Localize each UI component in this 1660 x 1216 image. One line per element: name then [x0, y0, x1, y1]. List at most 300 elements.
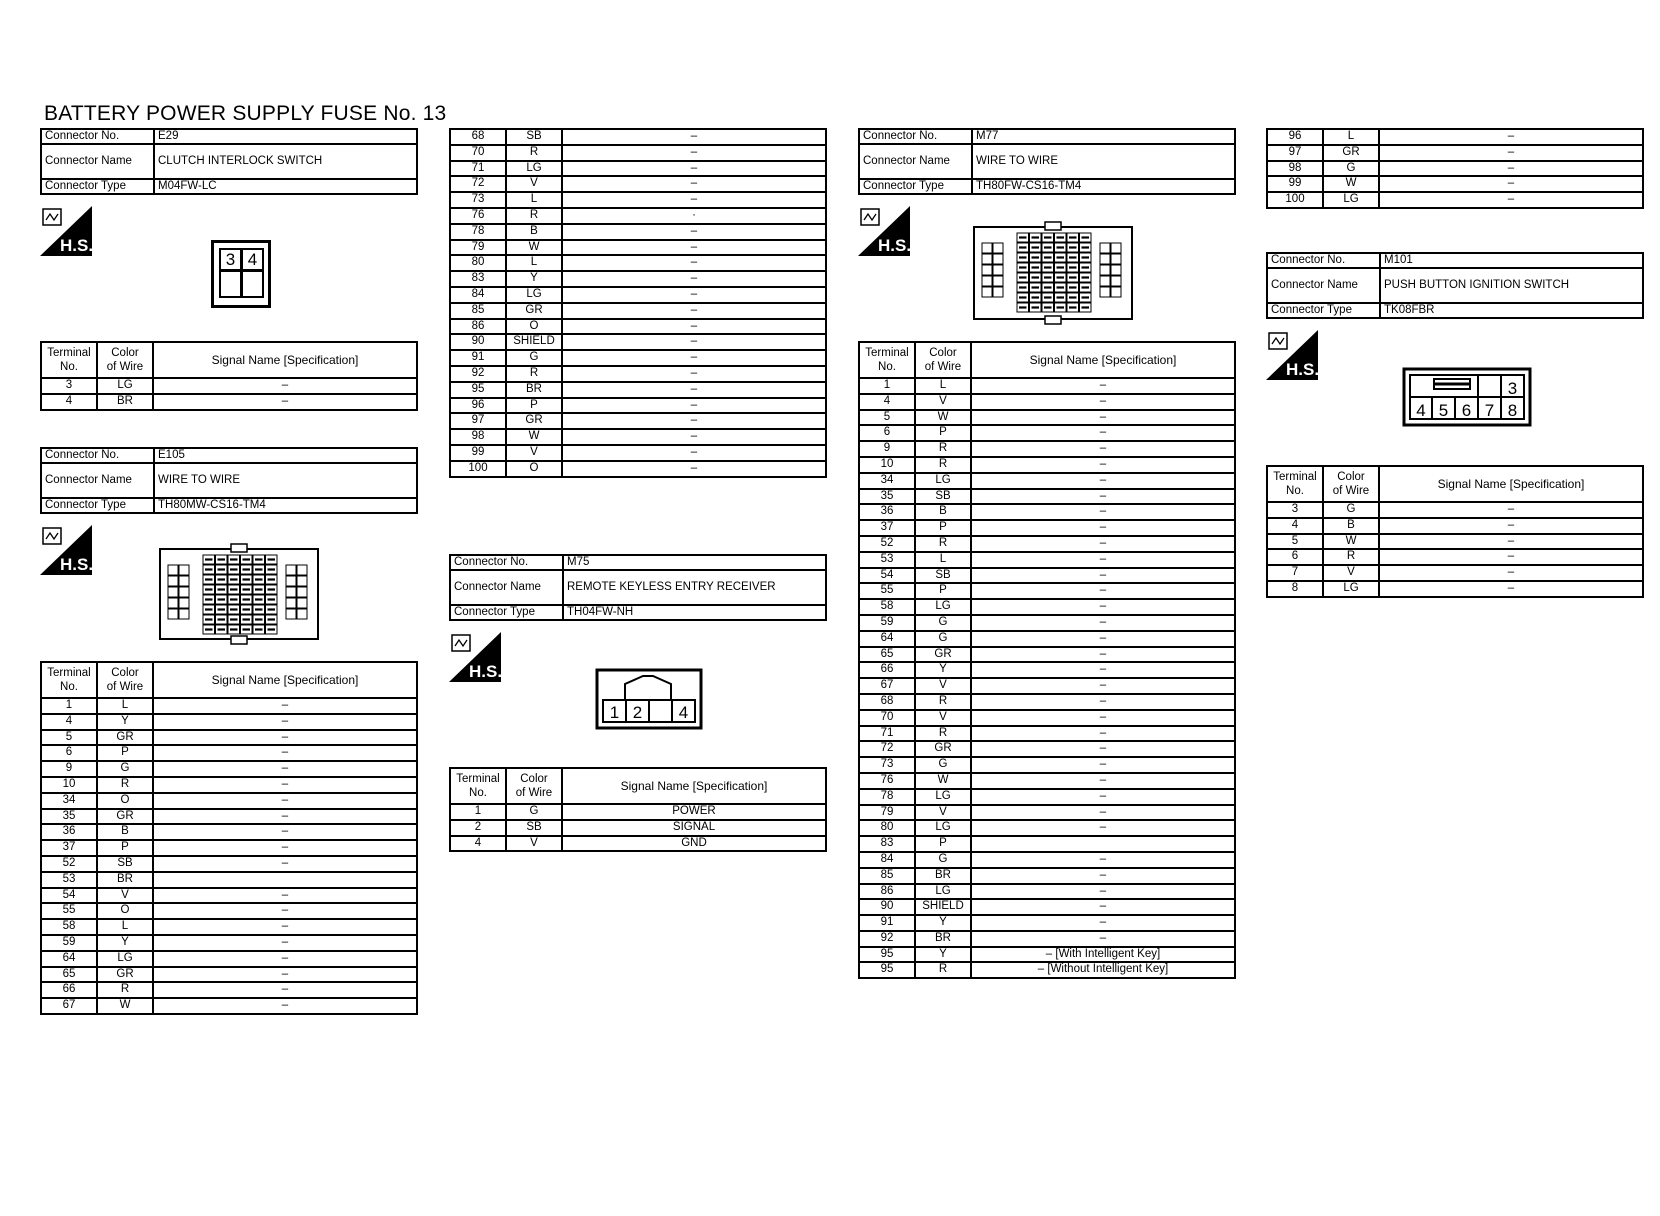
wire-color-cell: BR — [97, 872, 153, 888]
wire-color-cell: SB — [915, 568, 971, 584]
table-row — [450, 350, 826, 366]
table-row — [1267, 581, 1643, 597]
terminal-no-cell: 78 — [859, 789, 915, 805]
table-row — [859, 583, 1235, 599]
table-row — [41, 998, 417, 1014]
wire-color-cell: O — [97, 903, 153, 919]
signal-name-cell: – — [971, 694, 1235, 710]
table-row — [859, 520, 1235, 536]
e105-terminal-table — [40, 661, 418, 1015]
signal-name-cell: – — [971, 789, 1235, 805]
wire-color-cell: BR — [915, 868, 971, 884]
wire-color-cell: LG — [506, 161, 562, 177]
table-row — [859, 457, 1235, 473]
wire-color-cell: P — [915, 520, 971, 536]
signal-name-cell: – — [971, 757, 1235, 773]
wire-color-cell: GR — [97, 967, 153, 983]
signal-name-header: Signal Name [Specification] — [153, 662, 417, 698]
table-row — [450, 319, 826, 335]
signal-name-cell: – — [1379, 502, 1643, 518]
table-row — [859, 741, 1235, 757]
table-row — [41, 777, 417, 793]
signal-name-cell: – — [153, 824, 417, 840]
terminal-no-cell: 4 — [1267, 518, 1323, 534]
table-row — [1267, 534, 1643, 550]
connector-m77-info — [858, 128, 1236, 195]
signal-name-cell: – — [971, 520, 1235, 536]
terminal-no-cell: 52 — [41, 856, 97, 872]
color-of-wire-header: Color of Wire — [1323, 466, 1379, 502]
connector-type-label: Connector Type — [450, 605, 563, 620]
wire-color-cell: O — [97, 793, 153, 809]
table-row — [450, 255, 826, 271]
page-title: BATTERY POWER SUPPLY FUSE No. 13 — [44, 102, 447, 125]
m101-pin: 3 — [1507, 379, 1518, 398]
terminal-no-cell: 67 — [859, 678, 915, 694]
terminal-no-cell: 67 — [41, 998, 97, 1014]
m101-connector-face — [1402, 367, 1532, 427]
table-row — [450, 192, 826, 208]
terminal-no-cell: 5 — [1267, 534, 1323, 550]
color-of-wire-header: Color of Wire — [97, 662, 153, 698]
signal-name-cell: – — [1379, 192, 1643, 208]
table-row — [859, 425, 1235, 441]
signal-name-cell: – — [971, 489, 1235, 505]
connector-m75-info — [449, 554, 827, 621]
wire-color-cell: G — [915, 615, 971, 631]
wire-color-cell: P — [506, 398, 562, 414]
signal-name-cell: – — [1379, 534, 1643, 550]
signal-name-cell: – — [562, 350, 826, 366]
wire-color-cell: BR — [915, 931, 971, 947]
svg-text:H.S.: H.S. — [60, 236, 92, 255]
signal-name-cell: – — [971, 552, 1235, 568]
terminal-no-cell: 84 — [450, 287, 506, 303]
signal-name-cell: – [Without Intelligent Key] — [971, 962, 1235, 978]
signal-name-cell: – — [562, 382, 826, 398]
signal-name-cell: – — [971, 805, 1235, 821]
wire-color-cell: GR — [915, 741, 971, 757]
signal-name-cell: – — [971, 599, 1235, 615]
connector-type-value: TH80MW-CS16-TM4 — [154, 498, 417, 513]
signal-name-cell: – — [971, 931, 1235, 947]
terminal-no-cell: 98 — [1267, 161, 1323, 177]
signal-name-cell: – — [562, 461, 826, 477]
signal-name-cell: – — [562, 319, 826, 335]
table-row — [859, 852, 1235, 868]
signal-name-cell: – — [562, 240, 826, 256]
hs-icon — [40, 525, 92, 575]
terminal-no-cell: 54 — [859, 568, 915, 584]
signal-name-cell: – — [153, 903, 417, 919]
connector-no-value: E105 — [154, 448, 417, 463]
signal-name-cell: – — [971, 868, 1235, 884]
signal-name-cell: – — [153, 777, 417, 793]
wire-color-cell: GR — [506, 303, 562, 319]
table-row — [450, 334, 826, 350]
signal-name-cell: – — [971, 536, 1235, 552]
terminal-no-header: Terminal No. — [41, 662, 97, 698]
terminal-no-cell: 7 — [1267, 565, 1323, 581]
connector-no-label: Connector No. — [41, 448, 154, 463]
wire-color-cell: LG — [1323, 192, 1379, 208]
wire-color-cell: GR — [97, 730, 153, 746]
table-row — [1267, 502, 1643, 518]
table-row — [41, 919, 417, 935]
m77-terminal-table — [858, 341, 1236, 979]
signal-name-cell: – — [153, 998, 417, 1014]
connector-no-value: M101 — [1380, 253, 1643, 268]
terminal-no-cell: 73 — [859, 757, 915, 773]
table-row — [41, 745, 417, 761]
terminal-no-cell: 3 — [1267, 502, 1323, 518]
terminal-no-cell: 5 — [859, 410, 915, 426]
connector-name-label: Connector Name — [450, 570, 563, 605]
wire-color-cell: GR — [506, 413, 562, 429]
m75-terminal-table — [449, 767, 827, 852]
table-row — [450, 382, 826, 398]
terminal-no-header: Terminal No. — [1267, 466, 1323, 502]
wire-color-cell: R — [506, 208, 562, 224]
wire-color-cell: G — [506, 804, 562, 820]
connector-no-value: M75 — [563, 555, 826, 570]
color-of-wire-header: Color of Wire — [506, 768, 562, 804]
connector-name-value: PUSH BUTTON IGNITION SWITCH — [1380, 268, 1643, 303]
table-row — [41, 378, 417, 394]
wire-color-cell: Y — [506, 271, 562, 287]
table-row — [41, 903, 417, 919]
connector-no-value: E29 — [154, 129, 417, 144]
m75-pin: 1 — [609, 703, 620, 722]
connector-name-label: Connector Name — [41, 463, 154, 498]
signal-name-cell: – — [971, 441, 1235, 457]
signal-name-cell: – — [562, 176, 826, 192]
wire-color-cell: GR — [1323, 145, 1379, 161]
terminal-no-cell: 79 — [450, 240, 506, 256]
svg-text:H.S.: H.S. — [1286, 360, 1318, 379]
signal-name-cell: – — [153, 394, 417, 410]
signal-name-cell: – — [971, 915, 1235, 931]
table-row — [41, 761, 417, 777]
terminal-no-cell: 55 — [41, 903, 97, 919]
terminal-no-cell: 80 — [859, 820, 915, 836]
table-row — [450, 461, 826, 477]
wire-color-cell: LG — [915, 473, 971, 489]
table-row — [859, 615, 1235, 631]
terminal-no-cell: 4 — [859, 394, 915, 410]
terminal-no-cell: 68 — [859, 694, 915, 710]
terminal-no-cell: 64 — [859, 631, 915, 647]
table-row — [859, 568, 1235, 584]
wire-color-cell: V — [915, 710, 971, 726]
terminal-no-cell: 66 — [859, 662, 915, 678]
signal-name-cell: – — [971, 583, 1235, 599]
wire-color-cell: W — [1323, 534, 1379, 550]
terminal-no-cell: 4 — [41, 714, 97, 730]
terminal-no-cell: 59 — [41, 935, 97, 951]
signal-name-cell: – — [971, 773, 1235, 789]
signal-name-cell: – — [562, 145, 826, 161]
table-row — [859, 489, 1235, 505]
terminal-no-cell: 10 — [859, 457, 915, 473]
wire-color-cell: V — [915, 394, 971, 410]
wire-color-cell: V — [97, 888, 153, 904]
terminal-no-header: Terminal No. — [859, 342, 915, 378]
table-row — [859, 694, 1235, 710]
table-row — [1267, 192, 1643, 208]
wire-color-cell: LG — [915, 884, 971, 900]
signal-name-cell: – — [153, 967, 417, 983]
terminal-no-cell: 59 — [859, 615, 915, 631]
signal-name-cell: – — [562, 303, 826, 319]
signal-name-cell: – — [1379, 161, 1643, 177]
table-row — [41, 840, 417, 856]
table-row — [450, 161, 826, 177]
connector-no-label: Connector No. — [859, 129, 972, 144]
table-row — [41, 982, 417, 998]
signal-name-cell: – — [971, 457, 1235, 473]
table-row — [859, 931, 1235, 947]
terminal-no-cell: 91 — [450, 350, 506, 366]
wire-color-cell: R — [915, 441, 971, 457]
terminal-no-cell: 53 — [41, 872, 97, 888]
table-row — [859, 631, 1235, 647]
table-row — [41, 698, 417, 714]
table-row — [450, 129, 826, 145]
connector-type-value: TH04FW-NH — [563, 605, 826, 620]
terminal-no-cell: 8 — [1267, 581, 1323, 597]
signal-name-cell: – — [971, 678, 1235, 694]
wire-color-cell: R — [915, 457, 971, 473]
wire-color-cell: LG — [506, 287, 562, 303]
e29-pin: 3 — [219, 248, 242, 271]
table-row — [859, 410, 1235, 426]
color-of-wire-header: Color of Wire — [97, 342, 153, 378]
signal-name-cell: – — [153, 856, 417, 872]
wire-color-cell: Y — [97, 935, 153, 951]
connector-no-label: Connector No. — [41, 129, 154, 144]
table-row — [859, 773, 1235, 789]
wire-color-cell: V — [506, 836, 562, 852]
hs-icon — [40, 206, 92, 256]
wire-color-cell: BR — [97, 394, 153, 410]
table-row — [1267, 145, 1643, 161]
table-row — [41, 394, 417, 410]
table-row — [859, 662, 1235, 678]
connector-type-label: Connector Type — [859, 179, 972, 194]
connector-m101-info — [1266, 252, 1644, 319]
terminal-no-cell: 58 — [41, 919, 97, 935]
wire-color-cell: P — [915, 425, 971, 441]
terminal-no-cell: 65 — [859, 647, 915, 663]
wire-color-cell: SHIELD — [915, 899, 971, 915]
table-row — [41, 714, 417, 730]
signal-name-cell: – — [1379, 176, 1643, 192]
terminal-no-cell: 1 — [450, 804, 506, 820]
wire-color-cell: O — [506, 319, 562, 335]
connector-name-label: Connector Name — [859, 144, 972, 179]
table-row — [450, 398, 826, 414]
signal-name-cell: – — [971, 899, 1235, 915]
table-row — [1267, 129, 1643, 145]
signal-name-cell: – — [971, 710, 1235, 726]
terminal-no-cell: 85 — [450, 303, 506, 319]
table-row — [859, 805, 1235, 821]
terminal-no-cell: 72 — [859, 741, 915, 757]
signal-name-cell: · — [562, 208, 826, 224]
table-row — [859, 947, 1235, 963]
wire-color-cell: L — [506, 192, 562, 208]
terminal-no-cell: 34 — [41, 793, 97, 809]
e29-terminal-table — [40, 341, 418, 411]
wire-color-cell: GR — [915, 647, 971, 663]
terminal-no-cell: 9 — [859, 441, 915, 457]
svg-text:H.S.: H.S. — [469, 662, 501, 681]
e105-connector-face — [158, 543, 320, 645]
signal-name-cell: – — [562, 161, 826, 177]
terminal-no-cell: 96 — [1267, 129, 1323, 145]
terminal-no-cell: 53 — [859, 552, 915, 568]
wire-color-cell: G — [915, 631, 971, 647]
signal-name-cell: – — [562, 445, 826, 461]
wire-color-cell: R — [1323, 549, 1379, 565]
signal-name-cell: – — [1379, 549, 1643, 565]
terminal-no-cell: 72 — [450, 176, 506, 192]
table-row — [859, 536, 1235, 552]
wire-color-cell: L — [97, 698, 153, 714]
terminal-no-cell: 98 — [450, 429, 506, 445]
connector-name-value: REMOTE KEYLESS ENTRY RECEIVER — [563, 570, 826, 605]
signal-name-cell: – — [971, 852, 1235, 868]
signal-name-cell: – — [971, 741, 1235, 757]
signal-name-header: Signal Name [Specification] — [562, 768, 826, 804]
wire-color-cell: L — [97, 919, 153, 935]
wire-color-cell: P — [97, 745, 153, 761]
terminal-no-cell: 99 — [1267, 176, 1323, 192]
table-row — [41, 967, 417, 983]
wire-color-cell: SB — [97, 856, 153, 872]
table-row — [1267, 161, 1643, 177]
wire-color-cell: GR — [97, 809, 153, 825]
table-row — [41, 856, 417, 872]
signal-name-header: Signal Name [Specification] — [971, 342, 1235, 378]
signal-name-cell: – — [1379, 581, 1643, 597]
table-row — [450, 240, 826, 256]
signal-name-cell: – — [971, 884, 1235, 900]
terminal-no-cell: 1 — [859, 378, 915, 394]
signal-name-cell: – — [153, 919, 417, 935]
wire-color-cell: LG — [97, 951, 153, 967]
table-row — [450, 176, 826, 192]
m101-pin: 4 — [1416, 401, 1426, 420]
table-row — [859, 915, 1235, 931]
table-row — [859, 473, 1235, 489]
signal-name-cell: – — [562, 398, 826, 414]
signal-name-cell: – — [971, 473, 1235, 489]
m101-pin: 7 — [1484, 401, 1495, 420]
signal-name-cell: – — [971, 394, 1235, 410]
signal-name-cell: – — [1379, 565, 1643, 581]
signal-name-cell: – — [153, 809, 417, 825]
signal-name-cell — [971, 836, 1235, 852]
table-row — [859, 552, 1235, 568]
connector-type-value: TK08FBR — [1380, 303, 1643, 318]
e29-pin-empty — [219, 270, 242, 298]
terminal-no-cell: 99 — [450, 445, 506, 461]
terminal-no-cell: 65 — [41, 967, 97, 983]
table-row — [450, 208, 826, 224]
e105-terminal-table-continued — [449, 128, 827, 478]
wire-color-cell: V — [506, 445, 562, 461]
terminal-no-cell: 80 — [450, 255, 506, 271]
wire-color-cell: LG — [97, 378, 153, 394]
m75-pin: 2 — [632, 703, 643, 722]
table-row — [450, 804, 826, 820]
wire-color-cell: V — [915, 678, 971, 694]
signal-name-cell: – — [153, 714, 417, 730]
terminal-no-cell: 4 — [450, 836, 506, 852]
table-row — [859, 899, 1235, 915]
wire-color-cell: B — [1323, 518, 1379, 534]
terminal-no-cell: 36 — [41, 824, 97, 840]
terminal-no-cell: 78 — [450, 224, 506, 240]
connector-e29-info — [40, 128, 418, 195]
signal-name-cell: – — [153, 888, 417, 904]
wire-color-cell: LG — [915, 820, 971, 836]
terminal-no-cell: 83 — [859, 836, 915, 852]
terminal-no-cell: 71 — [450, 161, 506, 177]
table-row — [859, 504, 1235, 520]
table-row — [450, 366, 826, 382]
e29-pin: 4 — [241, 248, 264, 271]
signal-name-cell: – — [562, 429, 826, 445]
svg-text:H.S.: H.S. — [878, 236, 910, 255]
connector-type-value: TH80FW-CS16-TM4 — [972, 179, 1235, 194]
table-row — [859, 441, 1235, 457]
terminal-no-cell: 76 — [450, 208, 506, 224]
table-row — [41, 809, 417, 825]
wire-color-cell: G — [1323, 502, 1379, 518]
table-row — [859, 789, 1235, 805]
hs-icon — [858, 206, 910, 256]
wire-color-cell: BR — [506, 382, 562, 398]
connector-e105-info — [40, 447, 418, 514]
table-row — [450, 145, 826, 161]
wire-color-cell: Y — [915, 915, 971, 931]
wire-color-cell: W — [97, 998, 153, 1014]
signal-name-cell: – — [562, 192, 826, 208]
terminal-no-cell: 97 — [450, 413, 506, 429]
wire-color-cell: Y — [97, 714, 153, 730]
m101-pin: 5 — [1438, 401, 1449, 420]
wire-color-cell: G — [915, 852, 971, 868]
signal-name-header: Signal Name [Specification] — [1379, 466, 1643, 502]
terminal-no-cell: 58 — [859, 599, 915, 615]
wire-color-cell: L — [915, 552, 971, 568]
wire-color-cell: L — [506, 255, 562, 271]
wire-color-cell: R — [97, 982, 153, 998]
signal-name-cell: – — [153, 698, 417, 714]
m75-pin: 4 — [678, 703, 689, 722]
terminal-no-cell: 70 — [450, 145, 506, 161]
terminal-no-cell: 6 — [1267, 549, 1323, 565]
table-row — [859, 710, 1235, 726]
m101-pin: 6 — [1461, 401, 1472, 420]
connector-type-label: Connector Type — [1267, 303, 1380, 318]
terminal-no-cell: 97 — [1267, 145, 1323, 161]
terminal-no-cell: 6 — [41, 745, 97, 761]
wire-color-cell: W — [915, 773, 971, 789]
